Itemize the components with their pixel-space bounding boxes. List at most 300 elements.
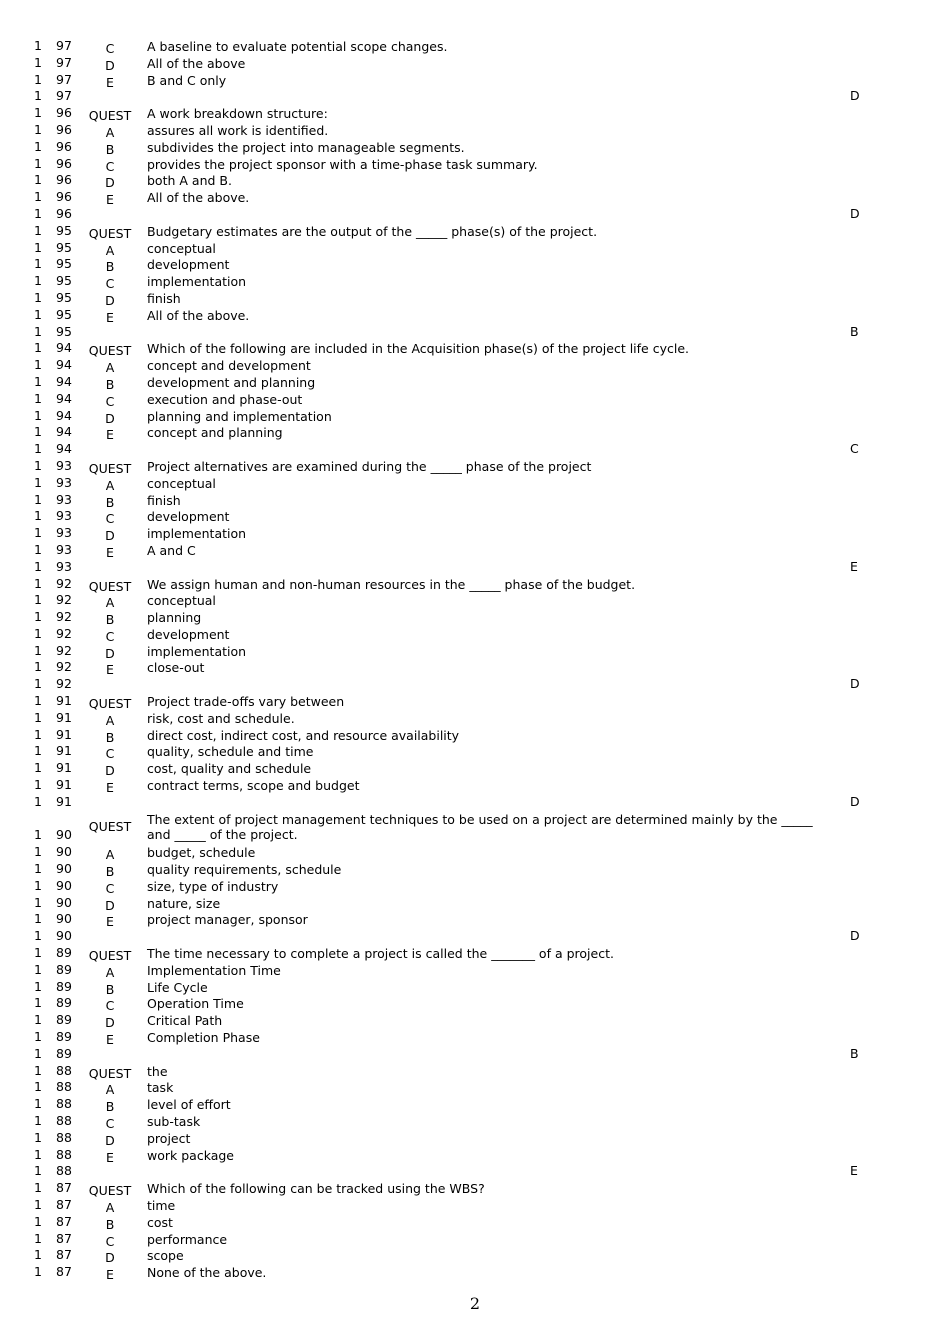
question-number: 96 bbox=[56, 138, 72, 154]
section-number: 1 bbox=[34, 1045, 42, 1061]
section-number: 1 bbox=[34, 340, 42, 356]
table-row bbox=[0, 256, 950, 273]
table-row bbox=[0, 928, 950, 945]
table-row bbox=[0, 424, 950, 441]
section-number: 1 bbox=[34, 978, 42, 994]
question-number: 93 bbox=[56, 491, 72, 507]
question-number: 88 bbox=[56, 1113, 72, 1128]
table-row bbox=[0, 273, 950, 290]
section-number: 1 bbox=[34, 189, 42, 205]
table-row bbox=[0, 374, 950, 391]
question-number: 94 bbox=[56, 357, 72, 373]
item-code: C bbox=[105, 1233, 115, 1249]
question-number: 94 bbox=[56, 424, 72, 440]
question-number: 91 bbox=[56, 760, 72, 776]
question-number: 93 bbox=[56, 525, 72, 541]
section-number: 1 bbox=[34, 1029, 42, 1045]
item-text: assures all work is identified. bbox=[147, 122, 329, 138]
item-code: A bbox=[105, 964, 115, 980]
table-row bbox=[0, 777, 950, 794]
question-number: 88 bbox=[56, 1163, 72, 1179]
item-text: level of effort bbox=[147, 1097, 231, 1113]
section-number: 1 bbox=[34, 625, 42, 641]
question-number: 91 bbox=[56, 709, 72, 725]
question-number: 88 bbox=[56, 1096, 72, 1112]
question-number: 95 bbox=[56, 239, 72, 255]
item-code: B bbox=[105, 729, 115, 745]
section-number: 1 bbox=[34, 1012, 42, 1028]
section-number: 1 bbox=[34, 474, 42, 490]
item-code: QUEST bbox=[88, 696, 132, 712]
table-row bbox=[0, 1264, 950, 1281]
item-text: A and C bbox=[147, 542, 196, 558]
table-row bbox=[0, 105, 950, 122]
item-code: A bbox=[105, 477, 115, 493]
section-number: 1 bbox=[34, 1113, 42, 1128]
item-text: nature, size bbox=[147, 895, 221, 911]
item-text: development and planning bbox=[147, 374, 316, 390]
table-row bbox=[0, 340, 950, 357]
question-number: 88 bbox=[56, 1146, 72, 1162]
section-number: 1 bbox=[34, 642, 42, 658]
item-code: C bbox=[105, 511, 115, 527]
item-code: A bbox=[105, 1082, 115, 1098]
table-row bbox=[0, 895, 950, 912]
item-text: All of the above. bbox=[147, 307, 250, 323]
item-text: The time necessary to complete a project is called the _______ of a project. bbox=[147, 946, 614, 962]
item-code: D bbox=[105, 1132, 115, 1148]
item-text: the bbox=[147, 1063, 168, 1079]
table-row bbox=[0, 1046, 950, 1063]
section-number: 1 bbox=[34, 239, 42, 255]
section-number: 1 bbox=[34, 777, 42, 793]
item-text: implementation bbox=[147, 643, 247, 659]
item-text: project bbox=[147, 1130, 191, 1146]
item-text: risk, cost and schedule. bbox=[147, 710, 295, 726]
question-number: 91 bbox=[56, 793, 72, 809]
item-code: B bbox=[105, 981, 115, 997]
section-number: 1 bbox=[34, 1146, 42, 1162]
item-code: QUEST bbox=[88, 948, 132, 964]
table-row bbox=[0, 727, 950, 744]
table-row bbox=[0, 38, 950, 55]
question-number: 89 bbox=[56, 995, 72, 1011]
answer-key: E bbox=[850, 1163, 858, 1179]
item-code: C bbox=[105, 880, 115, 896]
item-code: C bbox=[105, 746, 115, 762]
table-row bbox=[0, 475, 950, 492]
item-text: Critical Path bbox=[147, 1013, 223, 1029]
question-number: 91 bbox=[56, 693, 72, 709]
answer-key: D bbox=[850, 88, 860, 104]
item-text: time bbox=[147, 1197, 176, 1213]
table-row bbox=[0, 710, 950, 727]
table-row bbox=[0, 911, 950, 928]
question-number: 96 bbox=[56, 121, 72, 137]
table-row bbox=[0, 626, 950, 643]
section-number: 1 bbox=[34, 961, 42, 977]
question-number: 90 bbox=[56, 844, 72, 860]
item-code: D bbox=[105, 763, 115, 779]
item-text: size, type of industry bbox=[147, 878, 279, 894]
item-code: D bbox=[105, 292, 115, 308]
question-number: 95 bbox=[56, 222, 72, 238]
question-number: 87 bbox=[56, 1230, 72, 1246]
item-code: D bbox=[105, 1015, 115, 1031]
question-number: 95 bbox=[56, 289, 72, 305]
question-number: 90 bbox=[56, 911, 72, 927]
question-number: 94 bbox=[56, 340, 72, 356]
table-row bbox=[0, 1130, 950, 1147]
table-row bbox=[0, 1096, 950, 1113]
item-code: C bbox=[105, 41, 115, 56]
section-number: 1 bbox=[34, 273, 42, 289]
item-text: development bbox=[147, 257, 230, 273]
item-text: cost, quality and schedule bbox=[147, 761, 312, 777]
item-code: D bbox=[105, 645, 115, 661]
section-number: 1 bbox=[34, 38, 42, 53]
table-row bbox=[0, 172, 950, 189]
table-row bbox=[0, 676, 950, 693]
table-row bbox=[0, 979, 950, 996]
item-text: B and C only bbox=[147, 72, 227, 88]
section-number: 1 bbox=[34, 407, 42, 423]
table-row bbox=[0, 542, 950, 559]
section-number: 1 bbox=[34, 457, 42, 473]
question-sheet bbox=[0, 38, 950, 1281]
table-row bbox=[0, 441, 950, 458]
item-text: sub-task bbox=[147, 1114, 201, 1129]
table-row bbox=[0, 1214, 950, 1231]
table-row bbox=[0, 962, 950, 979]
section-number: 1 bbox=[34, 1163, 42, 1179]
item-code: E bbox=[106, 1032, 114, 1048]
section-number: 1 bbox=[34, 54, 42, 70]
question-number: 89 bbox=[56, 1012, 72, 1028]
table-row bbox=[0, 156, 950, 173]
item-text: work package bbox=[147, 1147, 234, 1163]
section-number: 1 bbox=[34, 592, 42, 608]
item-text: development bbox=[147, 626, 230, 642]
section-number: 1 bbox=[34, 709, 42, 725]
item-code: E bbox=[106, 427, 114, 443]
table-row bbox=[0, 1113, 950, 1130]
table-row bbox=[0, 307, 950, 324]
item-code: QUEST bbox=[88, 1183, 132, 1199]
question-number: 90 bbox=[56, 877, 72, 893]
question-number: 95 bbox=[56, 273, 72, 289]
table-row bbox=[0, 995, 950, 1012]
item-text: All of the above bbox=[147, 55, 246, 71]
item-text: Project alternatives are examined during the _____ phase of the project bbox=[147, 458, 592, 474]
item-text: All of the above. bbox=[147, 190, 250, 206]
section-number: 1 bbox=[34, 1062, 42, 1078]
question-number: 87 bbox=[56, 1264, 72, 1280]
table-row bbox=[0, 609, 950, 626]
section-number: 1 bbox=[34, 743, 42, 759]
table-row bbox=[0, 189, 950, 206]
table-row bbox=[0, 357, 950, 374]
item-text: conceptual bbox=[147, 593, 216, 609]
item-code: B bbox=[105, 259, 115, 275]
item-text: subdivides the project into manageable segments. bbox=[147, 139, 465, 155]
question-number: 88 bbox=[56, 1129, 72, 1145]
item-code: D bbox=[105, 1250, 115, 1266]
section-number: 1 bbox=[34, 289, 42, 305]
item-code: B bbox=[105, 494, 115, 510]
table-row bbox=[0, 223, 950, 240]
table-row bbox=[0, 408, 950, 425]
section-number: 1 bbox=[34, 71, 42, 87]
item-text: contract terms, scope and budget bbox=[147, 778, 360, 794]
section-number: 1 bbox=[34, 105, 42, 121]
table-row bbox=[0, 1012, 950, 1029]
table-row bbox=[0, 643, 950, 660]
section-number: 1 bbox=[34, 1180, 42, 1196]
question-number: 94 bbox=[56, 390, 72, 406]
item-text: execution and phase-out bbox=[147, 391, 303, 407]
question-number: 96 bbox=[56, 105, 72, 121]
table-row bbox=[0, 88, 950, 105]
section-number: 1 bbox=[34, 172, 42, 188]
question-number: 87 bbox=[56, 1180, 72, 1196]
question-number: 97 bbox=[56, 71, 72, 87]
question-number: 92 bbox=[56, 575, 72, 591]
table-row bbox=[0, 659, 950, 676]
question-number: 94 bbox=[56, 407, 72, 423]
table-row bbox=[0, 576, 950, 593]
question-number: 90 bbox=[56, 928, 72, 944]
section-number: 1 bbox=[34, 911, 42, 927]
item-code: QUEST bbox=[88, 108, 132, 124]
item-text: Which of the following are included in the Acquisition phase(s) of the project life cycle. bbox=[147, 341, 689, 357]
table-row bbox=[0, 794, 950, 811]
table-row bbox=[0, 1163, 950, 1180]
question-number: 92 bbox=[56, 659, 72, 675]
section-number: 1 bbox=[34, 726, 42, 742]
item-code: B bbox=[105, 612, 115, 628]
section-number: 1 bbox=[34, 1247, 42, 1263]
item-code: QUEST bbox=[88, 225, 132, 241]
question-number: 94 bbox=[56, 441, 72, 457]
table-row bbox=[0, 492, 950, 509]
question-number: 89 bbox=[56, 1029, 72, 1045]
table-row bbox=[0, 525, 950, 542]
item-code: B bbox=[105, 376, 115, 392]
section-number: 1 bbox=[34, 844, 42, 860]
item-text: cost bbox=[147, 1214, 173, 1230]
item-text: quality requirements, schedule bbox=[147, 862, 342, 878]
table-row bbox=[0, 72, 950, 89]
question-number: 90 bbox=[56, 894, 72, 910]
item-text: Project trade-offs vary between bbox=[147, 694, 345, 710]
section-number: 1 bbox=[34, 1264, 42, 1280]
section-number: 1 bbox=[34, 306, 42, 322]
item-code: A bbox=[105, 1199, 115, 1215]
item-text: Implementation Time bbox=[147, 962, 281, 978]
table-row bbox=[0, 743, 950, 760]
answer-key: D bbox=[850, 928, 860, 944]
question-number: 96 bbox=[56, 205, 72, 221]
table-row bbox=[0, 1029, 950, 1046]
item-text: concept and planning bbox=[147, 425, 283, 441]
question-number: 91 bbox=[56, 743, 72, 759]
section-number: 1 bbox=[34, 877, 42, 893]
table-row bbox=[0, 391, 950, 408]
item-code: D bbox=[105, 410, 115, 426]
question-number: 90 bbox=[56, 827, 72, 843]
section-number: 1 bbox=[34, 827, 42, 843]
section-number: 1 bbox=[34, 491, 42, 507]
item-text: None of the above. bbox=[147, 1265, 267, 1281]
section-number: 1 bbox=[34, 945, 42, 961]
item-text: planning and implementation bbox=[147, 408, 332, 424]
section-number: 1 bbox=[34, 760, 42, 776]
section-number: 1 bbox=[34, 1196, 42, 1212]
question-number: 88 bbox=[56, 1062, 72, 1078]
item-text: A work breakdown structure: bbox=[147, 106, 328, 122]
answer-key: B bbox=[850, 323, 859, 339]
item-text: scope bbox=[147, 1248, 184, 1264]
item-code: E bbox=[106, 914, 114, 930]
question-number: 97 bbox=[56, 38, 72, 53]
item-code: B bbox=[105, 1216, 115, 1232]
question-number: 89 bbox=[56, 945, 72, 961]
table-row bbox=[0, 1147, 950, 1164]
section-number: 1 bbox=[34, 222, 42, 238]
item-text: Life Cycle bbox=[147, 979, 208, 995]
answer-key: E bbox=[850, 558, 858, 574]
item-code: A bbox=[105, 712, 115, 728]
question-number: 87 bbox=[56, 1213, 72, 1229]
item-code: A bbox=[105, 595, 115, 611]
item-code: B bbox=[105, 1099, 115, 1115]
question-number: 88 bbox=[56, 1079, 72, 1095]
question-number: 97 bbox=[56, 88, 72, 104]
section-number: 1 bbox=[34, 357, 42, 373]
item-text: concept and development bbox=[147, 358, 311, 374]
question-number: 93 bbox=[56, 508, 72, 524]
item-code: E bbox=[106, 192, 114, 208]
table-row bbox=[0, 1079, 950, 1096]
table-row bbox=[0, 458, 950, 475]
item-text: performance bbox=[147, 1231, 228, 1247]
table-row bbox=[0, 861, 950, 878]
item-code: A bbox=[105, 847, 115, 863]
answer-key: C bbox=[850, 441, 859, 457]
question-number: 96 bbox=[56, 172, 72, 188]
item-code: A bbox=[105, 360, 115, 376]
item-text: quality, schedule and time bbox=[147, 744, 314, 760]
section-number: 1 bbox=[34, 1129, 42, 1145]
question-number: 97 bbox=[56, 54, 72, 70]
question-number: 93 bbox=[56, 541, 72, 557]
section-number: 1 bbox=[34, 861, 42, 877]
question-number: 90 bbox=[56, 861, 72, 877]
item-code: E bbox=[106, 544, 114, 560]
item-code: QUEST bbox=[88, 343, 132, 359]
item-code: E bbox=[106, 1149, 114, 1165]
question-number: 96 bbox=[56, 189, 72, 205]
item-text: direct cost, indirect cost, and resource availability bbox=[147, 727, 460, 743]
table-row bbox=[0, 559, 950, 576]
table-row bbox=[0, 760, 950, 777]
section-number: 1 bbox=[34, 558, 42, 574]
section-number: 1 bbox=[34, 659, 42, 675]
item-code: C bbox=[105, 393, 115, 409]
table-row bbox=[0, 878, 950, 895]
item-code: C bbox=[105, 276, 115, 292]
section-number: 1 bbox=[34, 693, 42, 709]
section-number: 1 bbox=[34, 894, 42, 910]
section-number: 1 bbox=[34, 995, 42, 1011]
table-row bbox=[0, 811, 950, 845]
section-number: 1 bbox=[34, 609, 42, 625]
question-number: 93 bbox=[56, 558, 72, 574]
section-number: 1 bbox=[34, 575, 42, 591]
section-number: 1 bbox=[34, 541, 42, 557]
item-text: finish bbox=[147, 290, 181, 306]
question-number: 95 bbox=[56, 323, 72, 339]
table-row bbox=[0, 206, 950, 223]
item-code: C bbox=[105, 158, 115, 174]
item-code: C bbox=[105, 1116, 115, 1131]
item-code: E bbox=[106, 662, 114, 678]
item-text: conceptual bbox=[147, 240, 216, 256]
question-number: 93 bbox=[56, 474, 72, 490]
item-code: E bbox=[106, 780, 114, 796]
item-text: conceptual bbox=[147, 475, 216, 491]
section-number: 1 bbox=[34, 525, 42, 541]
question-number: 95 bbox=[56, 256, 72, 272]
answer-key: D bbox=[850, 793, 860, 809]
section-number: 1 bbox=[34, 1213, 42, 1229]
item-code: B bbox=[105, 864, 115, 880]
section-number: 1 bbox=[34, 323, 42, 339]
answer-key: D bbox=[850, 205, 860, 221]
item-text: implementation bbox=[147, 526, 247, 542]
item-code: D bbox=[105, 897, 115, 913]
question-number: 91 bbox=[56, 726, 72, 742]
table-row bbox=[0, 55, 950, 72]
item-code: E bbox=[106, 74, 114, 90]
item-code: C bbox=[105, 628, 115, 644]
section-number: 1 bbox=[34, 508, 42, 524]
item-code: QUEST bbox=[88, 578, 132, 594]
question-number: 92 bbox=[56, 676, 72, 692]
question-number: 89 bbox=[56, 978, 72, 994]
item-code: QUEST bbox=[88, 818, 132, 834]
section-number: 1 bbox=[34, 1230, 42, 1246]
item-code: A bbox=[105, 242, 115, 258]
question-number: 91 bbox=[56, 777, 72, 793]
item-code: C bbox=[105, 998, 115, 1014]
item-text: project manager, sponsor bbox=[147, 912, 308, 928]
item-text: finish bbox=[147, 492, 181, 508]
item-text: budget, schedule bbox=[147, 845, 256, 861]
question-number: 89 bbox=[56, 1045, 72, 1061]
item-code: E bbox=[106, 309, 114, 325]
question-number: 92 bbox=[56, 609, 72, 625]
table-row bbox=[0, 1180, 950, 1197]
item-text: Completion Phase bbox=[147, 1030, 260, 1046]
item-text: A baseline to evaluate potential scope changes. bbox=[147, 39, 448, 54]
item-code: E bbox=[106, 1267, 114, 1283]
section-number: 1 bbox=[34, 1096, 42, 1112]
answer-key: D bbox=[850, 676, 860, 692]
item-code: QUEST bbox=[88, 1065, 132, 1081]
table-row bbox=[0, 693, 950, 710]
